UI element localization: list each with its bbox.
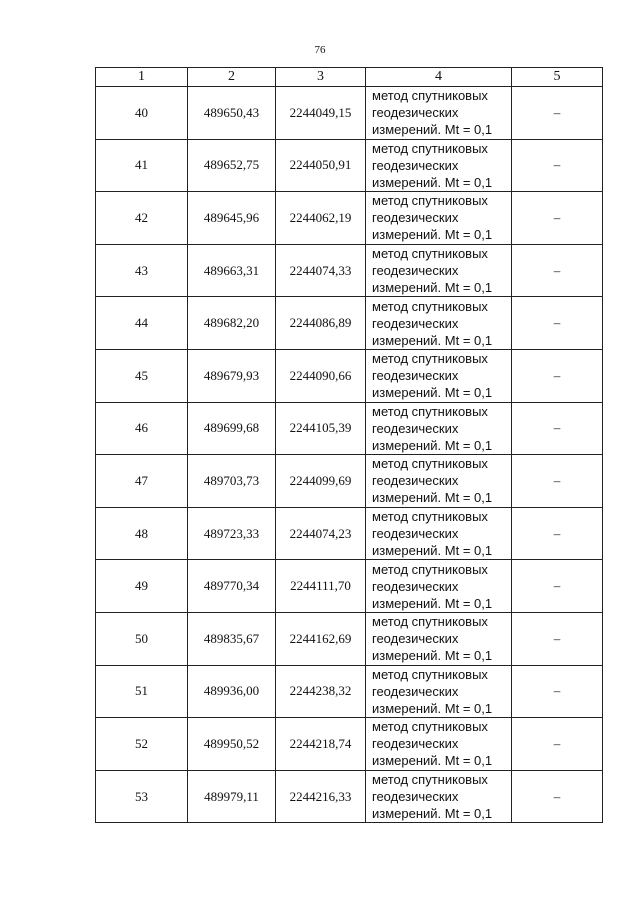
y-coordinate-cell: 2244090,66 — [276, 349, 366, 402]
y-coordinate-cell: 2244105,39 — [276, 402, 366, 455]
method-line: измерений. Mt = 0,1 — [372, 543, 493, 559]
y-coordinate-cell: 2244062,19 — [276, 192, 366, 245]
column-header: 5 — [512, 68, 603, 87]
method-cell — [366, 192, 512, 245]
method-cell — [366, 560, 512, 613]
point-number-cell: 40 — [96, 87, 188, 140]
y-coordinate-cell: 2244216,33 — [276, 770, 366, 823]
y-coordinate-cell: 2244162,69 — [276, 612, 366, 665]
table-row — [96, 507, 603, 560]
coordinates-table — [95, 67, 603, 823]
point-number-cell: 48 — [96, 507, 188, 560]
method-cell — [366, 349, 512, 402]
method-line: измерений. Mt = 0,1 — [372, 174, 493, 190]
point-number-cell: 51 — [96, 665, 188, 718]
method-line: метод спутниковых — [372, 403, 488, 419]
method-line: геодезических — [372, 263, 459, 279]
method-line: измерений. Mt = 0,1 — [372, 700, 493, 716]
method-line: геодезических — [372, 736, 459, 752]
method-line: геодезических — [372, 473, 459, 489]
x-coordinate-cell: 489652,75 — [188, 139, 276, 192]
x-coordinate-cell: 489770,34 — [188, 560, 276, 613]
table-row — [96, 718, 603, 771]
y-coordinate-cell: 2244086,89 — [276, 297, 366, 350]
method-line: метод спутниковых — [372, 666, 488, 682]
table-body — [96, 87, 603, 823]
table-row — [96, 87, 603, 140]
y-coordinate-cell: 2244050,91 — [276, 139, 366, 192]
point-number-cell: 53 — [96, 770, 188, 823]
method-line: геодезических — [372, 420, 459, 436]
point-number-cell: 52 — [96, 718, 188, 771]
x-coordinate-cell: 489679,93 — [188, 349, 276, 402]
x-coordinate-cell: 489723,33 — [188, 507, 276, 560]
method-cell — [366, 507, 512, 560]
y-coordinate-cell: 2244238,32 — [276, 665, 366, 718]
point-number-cell: 43 — [96, 244, 188, 297]
table-row — [96, 665, 603, 718]
method-line: геодезических — [372, 789, 459, 805]
method-line: измерений. Mt = 0,1 — [372, 280, 493, 296]
x-coordinate-cell: 489663,31 — [188, 244, 276, 297]
method-line: метод спутниковых — [372, 193, 488, 209]
y-coordinate-cell: 2244074,33 — [276, 244, 366, 297]
method-line: геодезических — [372, 631, 459, 647]
y-coordinate-cell: 2244074,23 — [276, 507, 366, 560]
method-line: геодезических — [372, 157, 459, 173]
method-cell — [366, 718, 512, 771]
x-coordinate-cell: 489835,67 — [188, 612, 276, 665]
method-cell — [366, 455, 512, 508]
method-line: метод спутниковых — [372, 246, 488, 262]
table-row — [96, 770, 603, 823]
method-line: геодезических — [372, 105, 459, 121]
x-coordinate-cell: 489650,43 — [188, 87, 276, 140]
method-line: геодезических — [372, 578, 459, 594]
method-line: геодезических — [372, 210, 459, 226]
column-header: 3 — [276, 68, 366, 87]
table-row — [96, 402, 603, 455]
point-number-cell: 49 — [96, 560, 188, 613]
table-row — [96, 560, 603, 613]
note-cell: – — [512, 612, 603, 665]
x-coordinate-cell: 489703,73 — [188, 455, 276, 508]
y-coordinate-cell: 2244099,69 — [276, 455, 366, 508]
point-number-cell: 46 — [96, 402, 188, 455]
point-number-cell: 44 — [96, 297, 188, 350]
y-coordinate-cell: 2244111,70 — [276, 560, 366, 613]
method-line: измерений. Mt = 0,1 — [372, 227, 493, 243]
note-cell: – — [512, 455, 603, 508]
method-line: измерений. Mt = 0,1 — [372, 595, 493, 611]
x-coordinate-cell: 489645,96 — [188, 192, 276, 245]
point-number-cell: 41 — [96, 139, 188, 192]
point-number-cell: 45 — [96, 349, 188, 402]
method-line: измерений. Mt = 0,1 — [372, 753, 493, 769]
table-row — [96, 192, 603, 245]
note-cell: – — [512, 718, 603, 771]
note-cell: – — [512, 402, 603, 455]
note-cell: – — [512, 87, 603, 140]
method-cell — [366, 612, 512, 665]
method-cell — [366, 244, 512, 297]
table-header-row — [96, 68, 603, 87]
note-cell: – — [512, 665, 603, 718]
method-line: измерений. Mt = 0,1 — [372, 437, 493, 453]
method-line: измерений. Mt = 0,1 — [372, 648, 493, 664]
method-line: геодезических — [372, 315, 459, 331]
x-coordinate-cell: 489950,52 — [188, 718, 276, 771]
method-line: метод спутниковых — [372, 772, 488, 788]
y-coordinate-cell: 2244049,15 — [276, 87, 366, 140]
method-line: измерений. Mt = 0,1 — [372, 490, 493, 506]
method-line: метод спутниковых — [372, 614, 488, 630]
method-line: метод спутниковых — [372, 140, 488, 156]
method-line: метод спутниковых — [372, 298, 488, 314]
point-number-cell: 50 — [96, 612, 188, 665]
column-header: 4 — [366, 68, 512, 87]
method-line: измерений. Mt = 0,1 — [372, 385, 493, 401]
method-line: метод спутниковых — [372, 351, 488, 367]
x-coordinate-cell: 489979,11 — [188, 770, 276, 823]
column-header: 2 — [188, 68, 276, 87]
table-row — [96, 455, 603, 508]
method-cell — [366, 139, 512, 192]
note-cell: – — [512, 507, 603, 560]
x-coordinate-cell: 489699,68 — [188, 402, 276, 455]
method-line: метод спутниковых — [372, 561, 488, 577]
note-cell: – — [512, 560, 603, 613]
page-number: 76 — [314, 44, 326, 56]
method-line: геодезических — [372, 368, 459, 384]
table-row — [96, 297, 603, 350]
method-line: измерений. Mt = 0,1 — [372, 332, 493, 348]
table-row — [96, 612, 603, 665]
method-cell — [366, 665, 512, 718]
note-cell: – — [512, 770, 603, 823]
method-cell — [366, 770, 512, 823]
method-cell — [366, 402, 512, 455]
x-coordinate-cell: 489936,00 — [188, 665, 276, 718]
y-coordinate-cell: 2244218,74 — [276, 718, 366, 771]
method-line: метод спутниковых — [372, 719, 488, 735]
method-line: геодезических — [372, 526, 459, 542]
note-cell: – — [512, 244, 603, 297]
method-line: измерений. Mt = 0,1 — [372, 806, 493, 822]
method-line: метод спутниковых — [372, 88, 488, 104]
point-number-cell: 47 — [96, 455, 188, 508]
note-cell: – — [512, 297, 603, 350]
method-line: метод спутниковых — [372, 456, 488, 472]
method-cell — [366, 87, 512, 140]
table-row — [96, 139, 603, 192]
method-cell — [366, 297, 512, 350]
x-coordinate-cell: 489682,20 — [188, 297, 276, 350]
column-header: 1 — [96, 68, 188, 87]
table-row — [96, 349, 603, 402]
method-line: геодезических — [372, 683, 459, 699]
point-number-cell: 42 — [96, 192, 188, 245]
method-line: измерений. Mt = 0,1 — [372, 122, 493, 138]
note-cell: – — [512, 139, 603, 192]
method-line: метод спутниковых — [372, 509, 488, 525]
table-row — [96, 244, 603, 297]
note-cell: – — [512, 349, 603, 402]
note-cell: – — [512, 192, 603, 245]
